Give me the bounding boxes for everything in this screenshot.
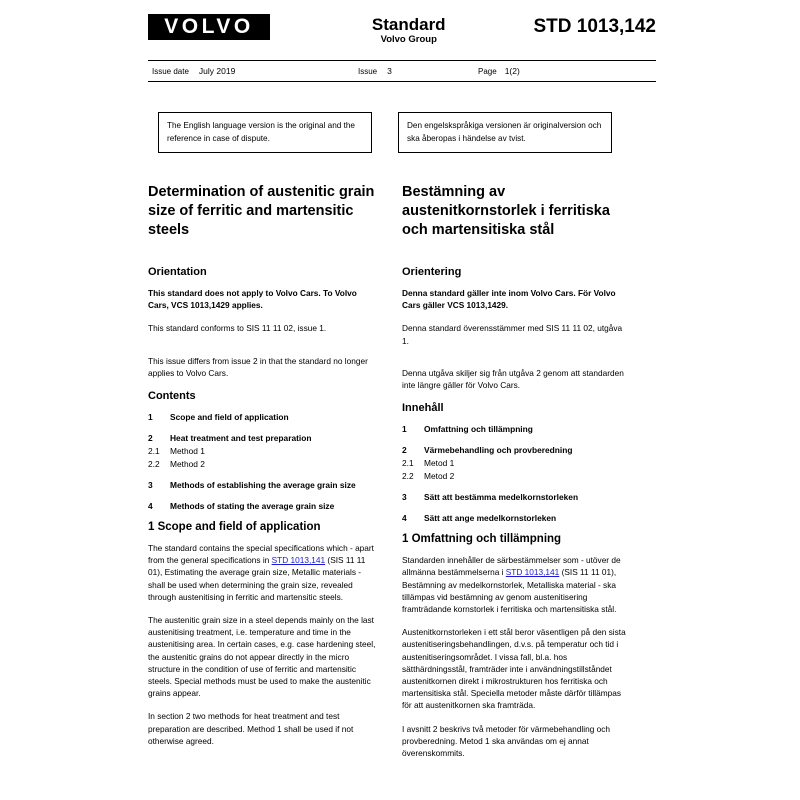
orientation-p1-swedish: Denna standard gäller inte inom Volvo Cars. För Volvo Cars gäller VCS 1013,1429. [402,288,616,311]
page-label: Page [478,67,497,76]
issue-date-value: July 2019 [198,66,236,76]
toc-number: 2 [402,445,407,456]
toc-number: 1 [402,424,407,435]
toc-label: Methods of establishing the average grain size [170,480,356,491]
toc-number: 2.1 [402,458,414,469]
column-english [148,183,376,770]
orientation-p2-english: This standard conforms to SIS 11 11 02, issue 1. [148,323,327,334]
issue-value: 3 [387,66,392,76]
orientation-p3-swedish: Denna utgåva skiljer sig från utgåva 2 genom att standarden inte längre gäller för Volvo Cars. [402,367,624,391]
section1-p3-swedish: I avsnitt 2 beskrivs två metoder för värmebehandling och provberedning. Metod 1 ska användas om ej annat överenskommits. [402,723,610,759]
body-columns [148,183,656,770]
issue-date-field [148,66,268,76]
document-info-row [148,60,656,82]
toc-item[interactable] [148,500,376,512]
heading-contents-english: Contents [148,390,196,403]
issue-date-label: Issue date [152,67,189,76]
toc-item[interactable] [148,458,376,470]
toc-item[interactable] [148,411,376,423]
toc-label: Värmebehandling och provberedning [424,445,573,456]
standard-number: STD 1013,142 [533,16,656,37]
std-reference-link-swedish[interactable]: STD 1013,141 [505,567,560,578]
section1-p1-a-swedish: Standarden innehåller de särbestämmelser som - utöver de allmänna bestämmelserna i [402,555,621,578]
orientation-p2-swedish: Denna standard överensstämmer med SIS 11 11 02, utgåva 1. [402,323,623,346]
page-value: 1(2) [504,66,520,76]
toc-number: 2.2 [402,471,414,482]
page-title: Standard [371,15,446,34]
section1-p2-english: The austenitic grain size in a steel depends mainly on the last austenitising treatment, i.e. temperature and time in the austenitising area. In certain cases, e.g. case hardening steel, the austenitic grains do not appear directly in the micro structure in the condition of use of ferritic and martensitic steels. Special methods must be used to make the austenitic grains appear. [148,615,376,699]
orientation-p1-english: This standard does not apply to Volvo Cars. To Volvo Cars, VCS 1013,1429 applies. [148,288,357,311]
toc-label: Heat treatment and test preparation [170,433,312,444]
volvo-logo: VOLVO [148,14,270,40]
toc-number: 2 [148,433,153,444]
toc-number: 2.1 [148,446,160,457]
header-title-block [372,15,446,46]
document-sheet [148,14,656,770]
notice-row [148,112,656,153]
toc-label: Sätt att ange medelkornstorleken [424,513,557,524]
section1-p2-swedish: Austenitkornstorleken i ett stål beror väsentligen på den sista austenitiseringsbehandlingen, d.v.s. på temperatur och tid i austenitiseringsområdet. I vissa fall, bl.a. hos sätthärdningsstål, framträder inte i användningstillståndet austenitkornen direkt i mikrostrukturen hos ferritiska och martensitiska stål. Speciella metoder måste därför tillämpas för att austenitkornen ska framträda. [402,627,626,711]
page-field [478,66,656,76]
section1-p3-english: In section 2 two methods for heat treatment and test preparation are described. Method 1 shall be used if not otherwise agreed. [148,711,354,746]
heading-orientation-english: Orientation [148,266,207,278]
toc-number: 1 [148,412,153,423]
column-swedish [402,183,630,770]
toc-number: 3 [148,480,153,491]
toc-item[interactable] [402,457,630,469]
toc-item[interactable] [148,479,376,491]
toc-label: Metod 2 [424,471,455,482]
issue-field [268,66,478,76]
toc-label: Metod 1 [424,458,455,469]
orientation-p3-english: This issue differs from issue 2 in that the standard no longer applies to Volvo Cars. [148,355,368,378]
section1-p1-a-english: The standard contains the special specifications which - apart from the general specifications in [148,543,374,566]
issue-label: Issue [358,67,378,76]
section1-p1-english [148,542,376,603]
section1-p1-b-english: (SIS 11 11 01), Estimating the average grain size, Metallic materials - shall be used when determining the grain size, revealed through austenitising in ferritic and martensitic steels. [148,555,366,602]
section1-p1-swedish [402,554,630,615]
toc-item[interactable] [148,445,376,457]
toc-number: 3 [402,492,407,503]
toc-english [148,411,376,512]
toc-item[interactable] [402,512,630,524]
toc-label: Omfattning och tillämpning [424,424,533,435]
heading-contents-swedish: Innehåll [402,402,444,415]
toc-item[interactable] [402,470,630,482]
std-reference-link-english[interactable]: STD 1013,141 [271,555,326,566]
title-swedish: Bestämning av austenitkornstorlek i ferritiska och martensitiska stål [402,184,610,238]
toc-label: Method 2 [170,459,205,470]
heading-section1-english: 1 Scope and field of application [148,521,321,534]
toc-item[interactable] [402,444,630,456]
document-header [148,14,656,56]
toc-number: 4 [402,513,407,524]
heading-section1-swedish: 1 Omfattning och tillämpning [402,533,562,546]
section1-p1-b-swedish: (SIS 11 11 01), Bestämning av medelkornstorlek, Metalliska material - ska tillämpas vid bestämning av genom austenitisering framträdande kornstorlek i ferritiska och martensitiska stål. [402,567,617,615]
notice-english: The English language version is the original and the reference in case of dispute. [158,112,372,153]
notice-swedish: Den engelskspråkiga versionen är originalversion och ska åberopas i händelse av tvist. [398,112,612,153]
toc-number: 4 [148,501,153,512]
title-english: Determination of austenitic grain size of ferritic and martensitic steels [148,184,375,238]
toc-item[interactable] [402,423,630,435]
heading-orientation-swedish: Orientering [402,266,462,278]
toc-label: Method 1 [170,446,205,457]
toc-item[interactable] [148,432,376,444]
page-subtitle: Volvo Group [380,34,437,45]
toc-label: Sätt att bestämma medelkornstorleken [424,492,579,503]
toc-label: Methods of stating the average grain size [170,501,335,512]
toc-number: 2.2 [148,459,160,470]
toc-label: Scope and field of application [170,412,289,423]
toc-swedish [402,423,630,524]
toc-item[interactable] [402,491,630,503]
